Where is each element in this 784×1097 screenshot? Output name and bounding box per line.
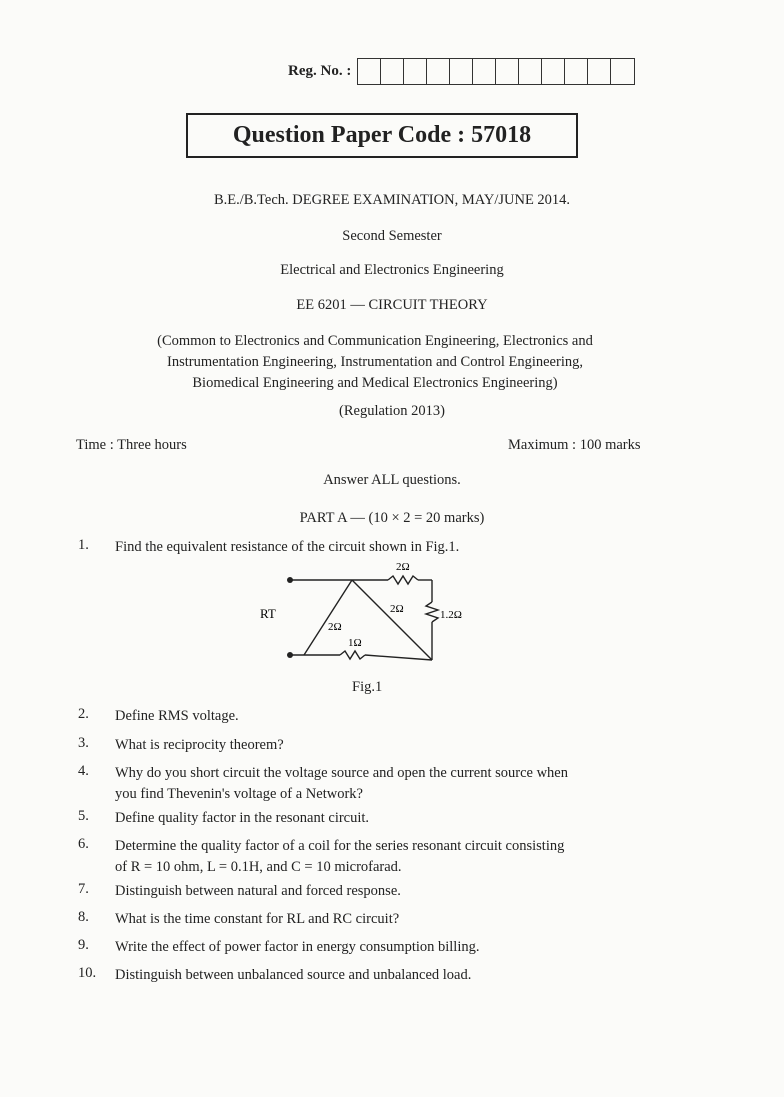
reg-box xyxy=(496,59,519,84)
registration-number-field xyxy=(288,58,635,85)
terminal-top xyxy=(287,577,293,583)
question-line: Distinguish between unbalanced source and unbalanced load. xyxy=(115,967,472,983)
question-line: Distinguish between natural and forced response. xyxy=(115,883,401,899)
bottom-resistor-zigzag xyxy=(340,651,365,659)
reg-box xyxy=(565,59,588,84)
reg-box xyxy=(611,59,634,84)
maximum-marks: Maximum : 100 marks xyxy=(508,437,641,453)
question-number: 8. xyxy=(78,909,89,925)
common-line-2: Instrumentation Engineering, Instrumentation and Control Engineering, xyxy=(167,354,583,370)
question-number: 1. xyxy=(78,537,89,553)
question-number: 9. xyxy=(78,937,89,953)
question-text xyxy=(115,937,670,958)
instruction: Answer ALL questions. xyxy=(323,472,461,488)
question-line: Determine the quality factor of a coil for the series resonant circuit consisting xyxy=(115,838,565,854)
question-text xyxy=(115,706,670,727)
common-line-3: Biomedical Engineering and Medical Electronics Engineering) xyxy=(192,375,558,391)
regulation: (Regulation 2013) xyxy=(339,403,445,419)
reg-box xyxy=(404,59,427,84)
question-text xyxy=(115,763,670,805)
question-text xyxy=(115,909,670,930)
left-resistor-label: 2Ω xyxy=(328,621,342,633)
reg-box xyxy=(542,59,565,84)
question-number: 2. xyxy=(78,706,89,722)
top-resistor-label: 2Ω xyxy=(396,561,410,573)
reg-box xyxy=(588,59,611,84)
question-number: 5. xyxy=(78,808,89,824)
question-text xyxy=(115,881,670,902)
top-resistor-zigzag xyxy=(388,576,418,584)
question-line: Define quality factor in the resonant circuit. xyxy=(115,810,370,826)
bottom-wire-right xyxy=(365,655,432,660)
question-line: you find Thevenin's voltage of a Network? xyxy=(115,786,363,802)
question-line: of R = 10 ohm, L = 0.1H, and C = 10 microfarad. xyxy=(115,859,402,875)
common-to-block xyxy=(95,331,655,394)
rt-label: RT xyxy=(260,606,276,621)
reg-box xyxy=(519,59,542,84)
right-resistor-zigzag xyxy=(426,602,438,622)
question-line: What is reciprocity theorem? xyxy=(115,737,284,753)
question-line: Why do you short circuit the voltage source and open the current source when xyxy=(115,765,568,781)
question-line: Find the equivalent resistance of the circuit shown in Fig.1. xyxy=(115,539,460,555)
circuit-figure xyxy=(248,560,488,670)
question-number: 7. xyxy=(78,881,89,897)
left-diagonal-wire xyxy=(304,580,352,655)
reg-box xyxy=(450,59,473,84)
terminal-bottom xyxy=(287,652,293,658)
question-text xyxy=(115,537,670,558)
exam-degree: B.E./B.Tech. DEGREE EXAMINATION, MAY/JUNE 2014. xyxy=(213,192,571,208)
question-text xyxy=(115,735,670,756)
right-resistor-label: 1.2Ω xyxy=(440,609,462,621)
reg-box xyxy=(358,59,381,84)
question-paper-code: Question Paper Code : 57018 xyxy=(186,113,578,158)
question-line: Write the effect of power factor in energy consumption billing. xyxy=(115,939,480,955)
question-number: 10. xyxy=(78,965,97,981)
reg-no-boxes xyxy=(357,58,635,85)
exam-branch: Electrical and Electronics Engineering xyxy=(280,262,504,278)
question-text xyxy=(115,808,670,829)
question-number: 4. xyxy=(78,763,89,779)
diag-resistor-label: 2Ω xyxy=(390,603,404,615)
part-a-heading: PART A — (10 × 2 = 20 marks) xyxy=(299,510,485,526)
common-line-1: (Common to Electronics and Communication Engineering, Electronics and xyxy=(157,333,593,349)
reg-box xyxy=(381,59,404,84)
bottom-resistor-label: 1Ω xyxy=(348,637,362,649)
reg-no-label: Reg. No. : xyxy=(288,63,352,79)
question-text xyxy=(115,836,670,878)
time-allowed: Time : Three hours xyxy=(76,437,187,453)
reg-box xyxy=(427,59,450,84)
exam-subject: EE 6201 — CIRCUIT THEORY xyxy=(296,297,488,313)
exam-semester: Second Semester xyxy=(342,228,442,244)
question-number: 3. xyxy=(78,735,89,751)
question-text xyxy=(115,965,670,986)
question-number: 6. xyxy=(78,836,89,852)
diagonal-wire xyxy=(352,580,432,660)
figure-caption: Fig.1 xyxy=(352,679,383,695)
question-line: What is the time constant for RL and RC circuit? xyxy=(115,911,400,927)
reg-box xyxy=(473,59,496,84)
question-line: Define RMS voltage. xyxy=(115,708,239,724)
